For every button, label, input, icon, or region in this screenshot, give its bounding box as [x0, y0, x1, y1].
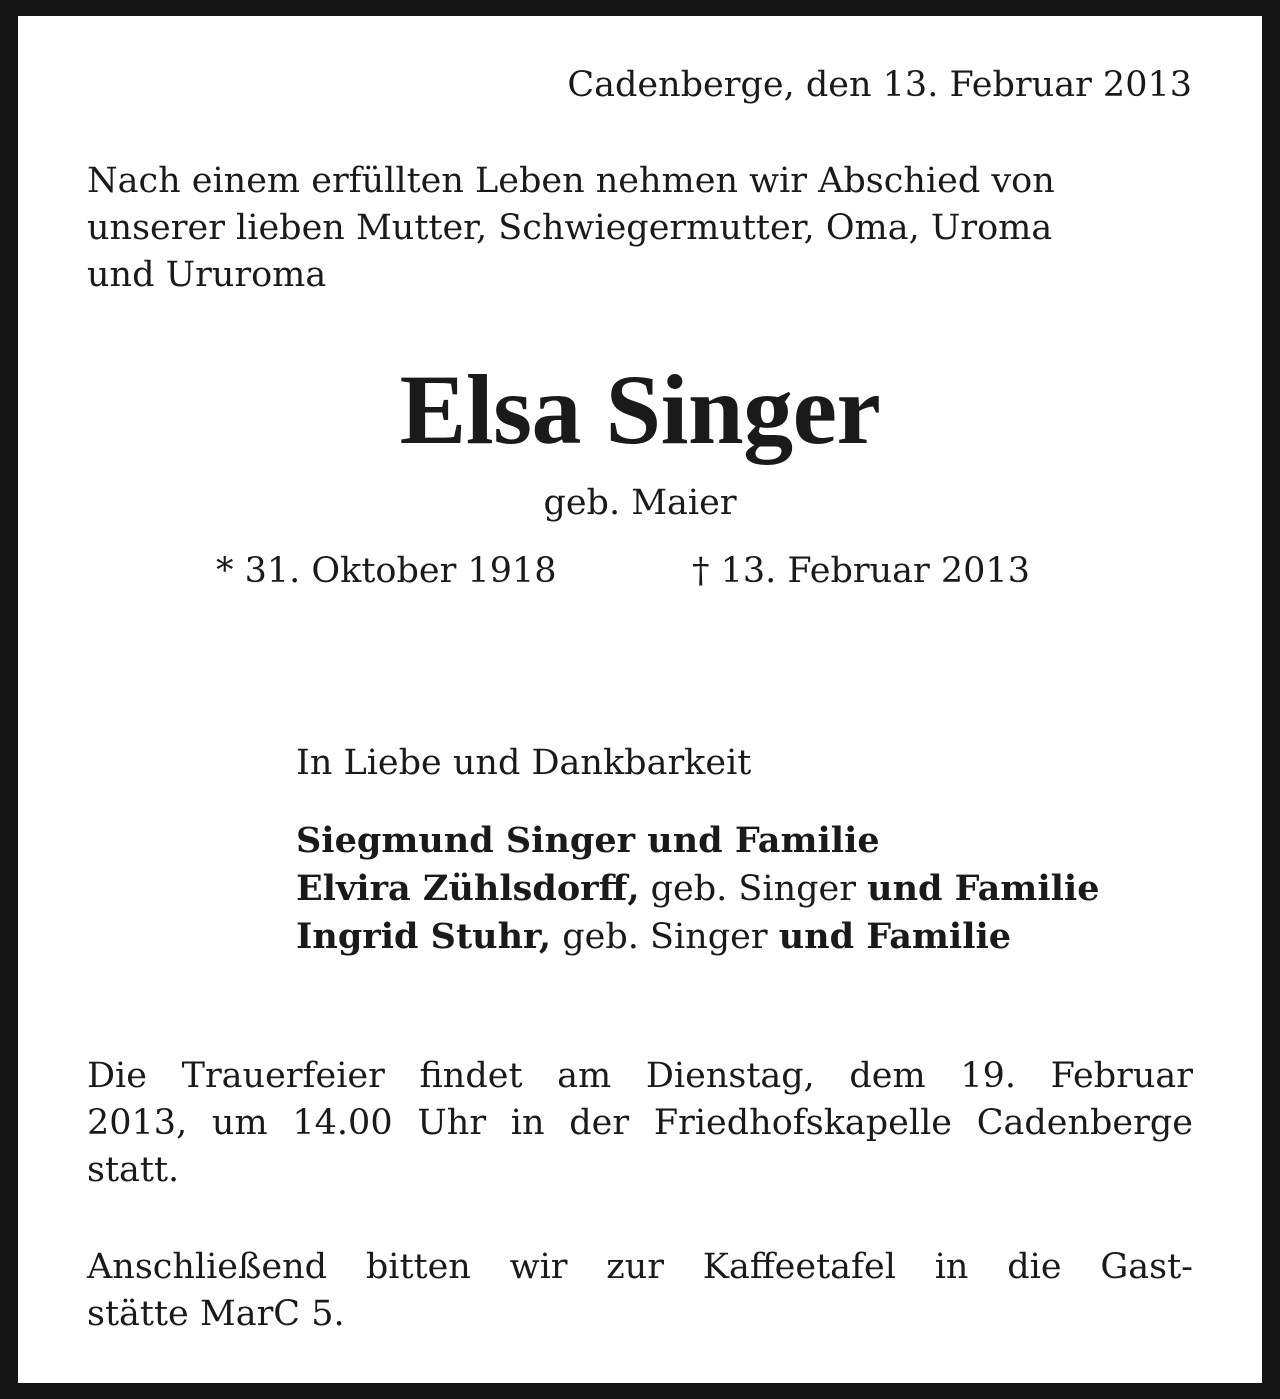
intro-text: [87, 158, 1193, 299]
family-member: [296, 817, 1099, 865]
reception-line: Anschließend bitten wir zur Kaffeetafel in die Gast-: [87, 1247, 1193, 1287]
reception-info: [87, 1244, 1193, 1338]
deceased-name: Elsa Singer: [399, 354, 881, 465]
ceremony-info: [87, 1053, 1193, 1194]
birth-name: geb. Maier: [543, 483, 737, 523]
family-member-note: geb. Singer: [551, 917, 779, 957]
ceremony-line: statt.: [87, 1150, 180, 1190]
closing-phrase: In Liebe und Dankbarkeit: [296, 743, 752, 783]
reception-line: stätte MarC 5.: [87, 1294, 345, 1334]
intro-line: und Ururoma: [87, 255, 327, 295]
intro-line: Nach einem erfüllten Leben nehmen wir Abschied von: [87, 161, 1055, 201]
family-member-name: Elvira Zühlsdorff,: [296, 868, 640, 909]
birth-date: * 31. Oktober 1918: [216, 551, 557, 591]
family-member-suffix: und Familie: [778, 916, 1012, 957]
family-member: [296, 913, 1099, 961]
ceremony-line: Die Trauerfeier findet am Dienstag, dem 19. Februar: [87, 1056, 1193, 1096]
family-member: [296, 865, 1099, 913]
dateline: Cadenberge, den 13. Februar 2013: [567, 65, 1192, 105]
family-member-name: Ingrid Stuhr,: [296, 916, 552, 957]
family-list: [296, 817, 1099, 961]
family-member-suffix: und Familie: [867, 868, 1100, 909]
intro-line: unserer lieben Mutter, Schwiegermutter, Oma, Uroma: [87, 208, 1053, 248]
ceremony-line: 2013, um 14.00 Uhr in der Friedhofskapelle Cadenberge: [87, 1103, 1193, 1143]
death-date: † 13. Februar 2013: [692, 551, 1030, 591]
family-member-name: Siegmund Singer und Familie: [296, 820, 880, 861]
family-member-note: geb. Singer: [639, 869, 868, 909]
